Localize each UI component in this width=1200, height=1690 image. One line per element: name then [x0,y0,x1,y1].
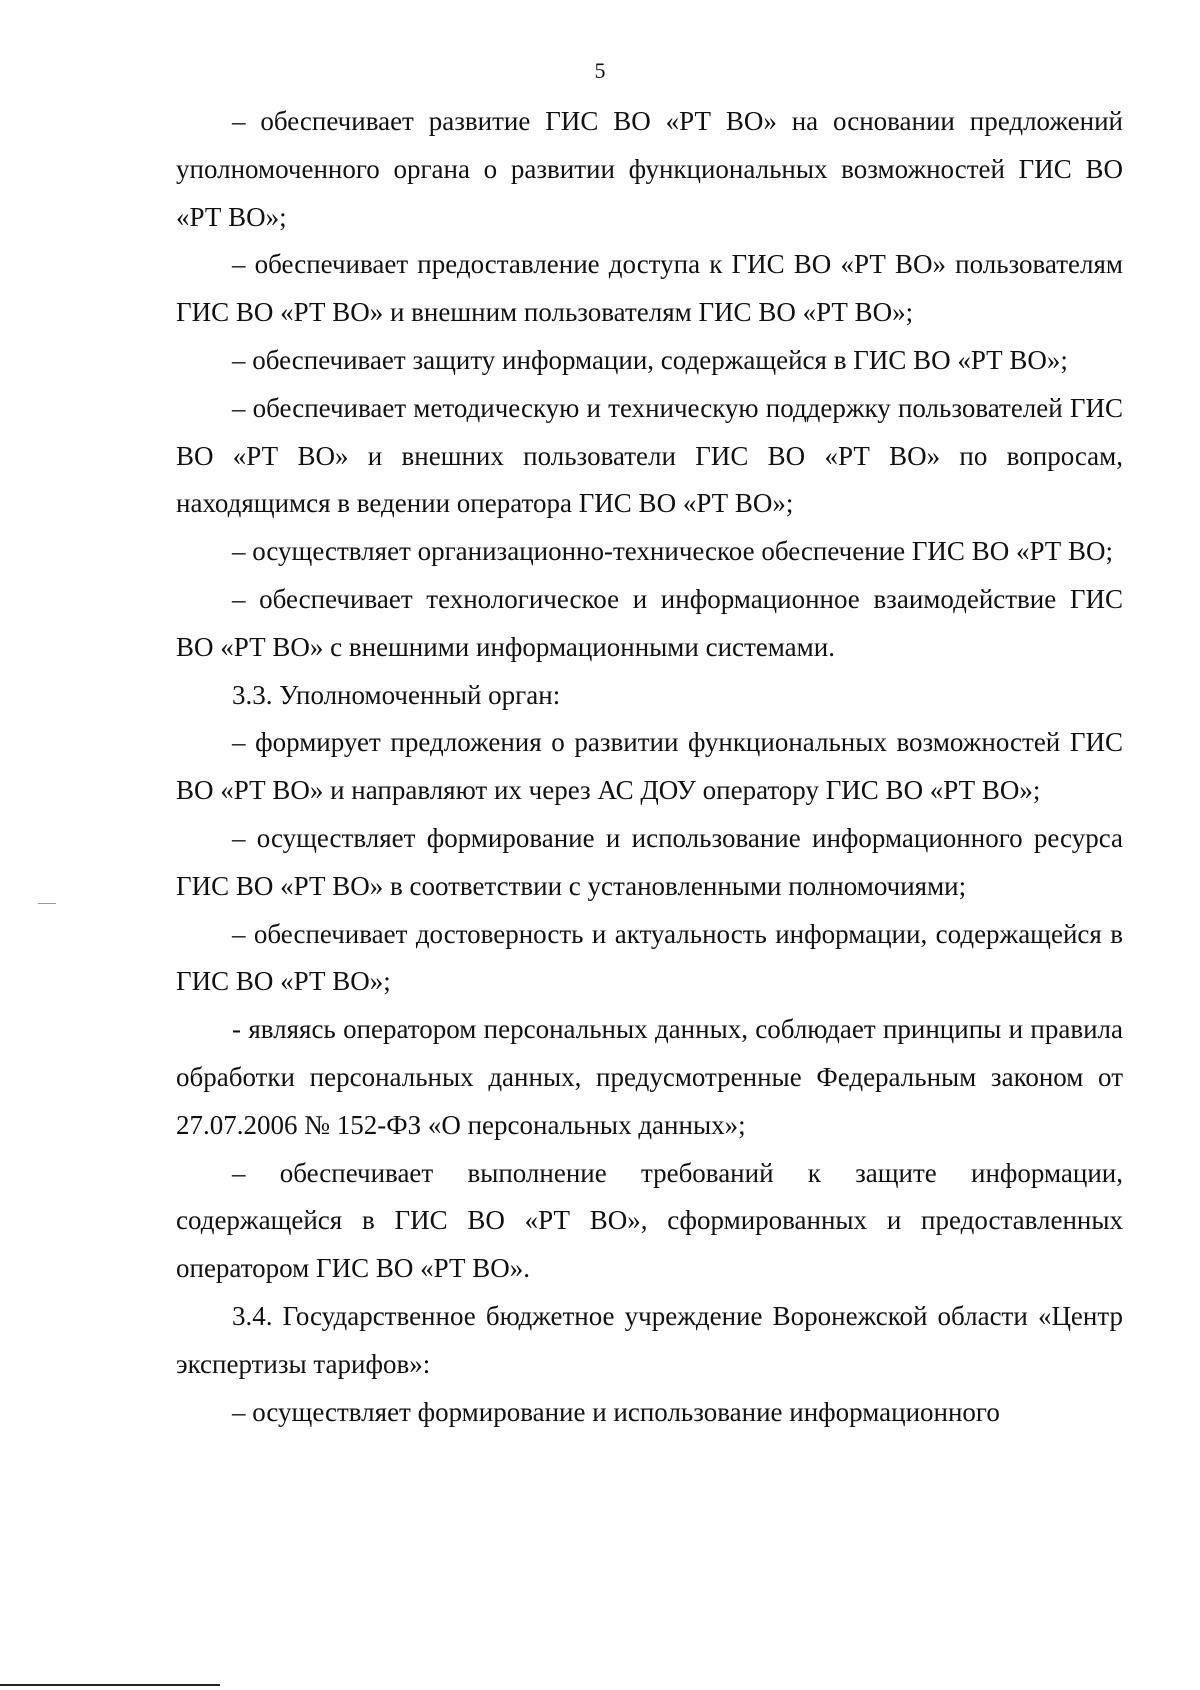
page-number: 5 [594,58,606,83]
document-body [176,98,1123,1436]
paragraph-authority-resource: – осуществляет формирование и использование информационного ресурса ГИС ВО «РТ ВО» в соответствии с установленными полномочиями; [176,822,1123,901]
paragraph-operator-technical: – осуществляет организационно-техническое обеспечение ГИС ВО «РТ ВО; [232,536,1114,567]
paragraph-authority-personal-data: - являясь оператором персональных данных, соблюдает принципы и правила обработки персональных данных, предусмотренные Федеральным законом от 27.07.2006 № 152-ФЗ «О персональных данных»; [176,1014,1123,1140]
paragraph-authority-proposals: – формирует предложения о развитии функциональных возможностей ГИС ВО «РТ ВО» и направляют их через АС ДОУ оператору ГИС ВО «РТ ВО»; [176,727,1123,806]
paragraph-authority-accuracy: – обеспечивает достоверность и актуальность информации, содержащейся в ГИС ВО «РТ ВО»; [176,918,1123,997]
paragraph-operator-protection: – обеспечивает защиту информации, содержащейся в ГИС ВО «РТ ВО»; [232,344,1068,375]
section-heading-3-3: 3.3. Уполномоченный орган: [232,679,561,710]
paragraph-center-resource: – осуществляет формирование и использование информационного [232,1396,1000,1427]
scan-margin-mark [38,903,56,904]
paragraph-operator-support: – обеспечивает методическую и техническую поддержку пользователей ГИС ВО «РТ ВО» и внешних пользователи ГИС ВО «РТ ВО» по вопросам, находящимся в ведении оператора ГИС ВО «РТ ВО»; [176,392,1123,519]
paragraph-operator-development: – обеспечивает развитие ГИС ВО «РТ ВО» на основании предложений уполномоченного органа о развитии функциональных возможностей ГИС ВО «РТ ВО»; [176,106,1123,232]
paragraph-operator-access: – обеспечивает предоставление доступа к ГИС ВО «РТ ВО» пользователям ГИС ВО «РТ ВО» и внешним пользователям ГИС ВО «РТ ВО»; [176,249,1123,328]
paragraph-operator-interaction: – обеспечивает технологическое и информационное взаимодействие ГИС ВО «РТ ВО» с внешними информационными системами. [176,583,1123,662]
footnote-rule [0,1684,220,1686]
paragraph-authority-security: – обеспечивает выполнение требований к защите информации, содержащейся в ГИС ВО «РТ ВО», сформированных и предоставленных оператором ГИС ВО «РТ ВО». [176,1157,1123,1284]
section-heading-3-4: 3.4. Государственное бюджетное учреждение Воронежской области «Центр экспертизы тарифов»: [176,1300,1123,1379]
